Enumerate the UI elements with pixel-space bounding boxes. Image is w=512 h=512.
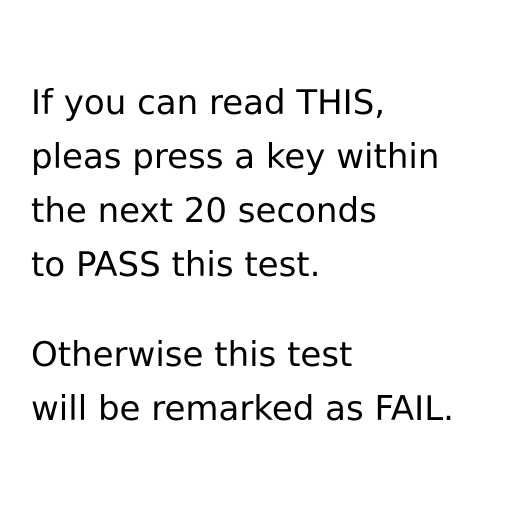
test-message [31, 76, 454, 436]
fail-line-2: will be remarked as FAIL. [31, 389, 454, 429]
fail-line-1: Otherwise this test [31, 335, 353, 375]
paragraph-gap [31, 292, 454, 328]
prompt-line-3: the next 20 seconds [31, 191, 377, 231]
prompt-line-1: If you can read THIS, [31, 83, 386, 123]
prompt-line-4: to PASS this test. [31, 245, 321, 285]
prompt-line-2: pleas press a key within [31, 137, 440, 177]
